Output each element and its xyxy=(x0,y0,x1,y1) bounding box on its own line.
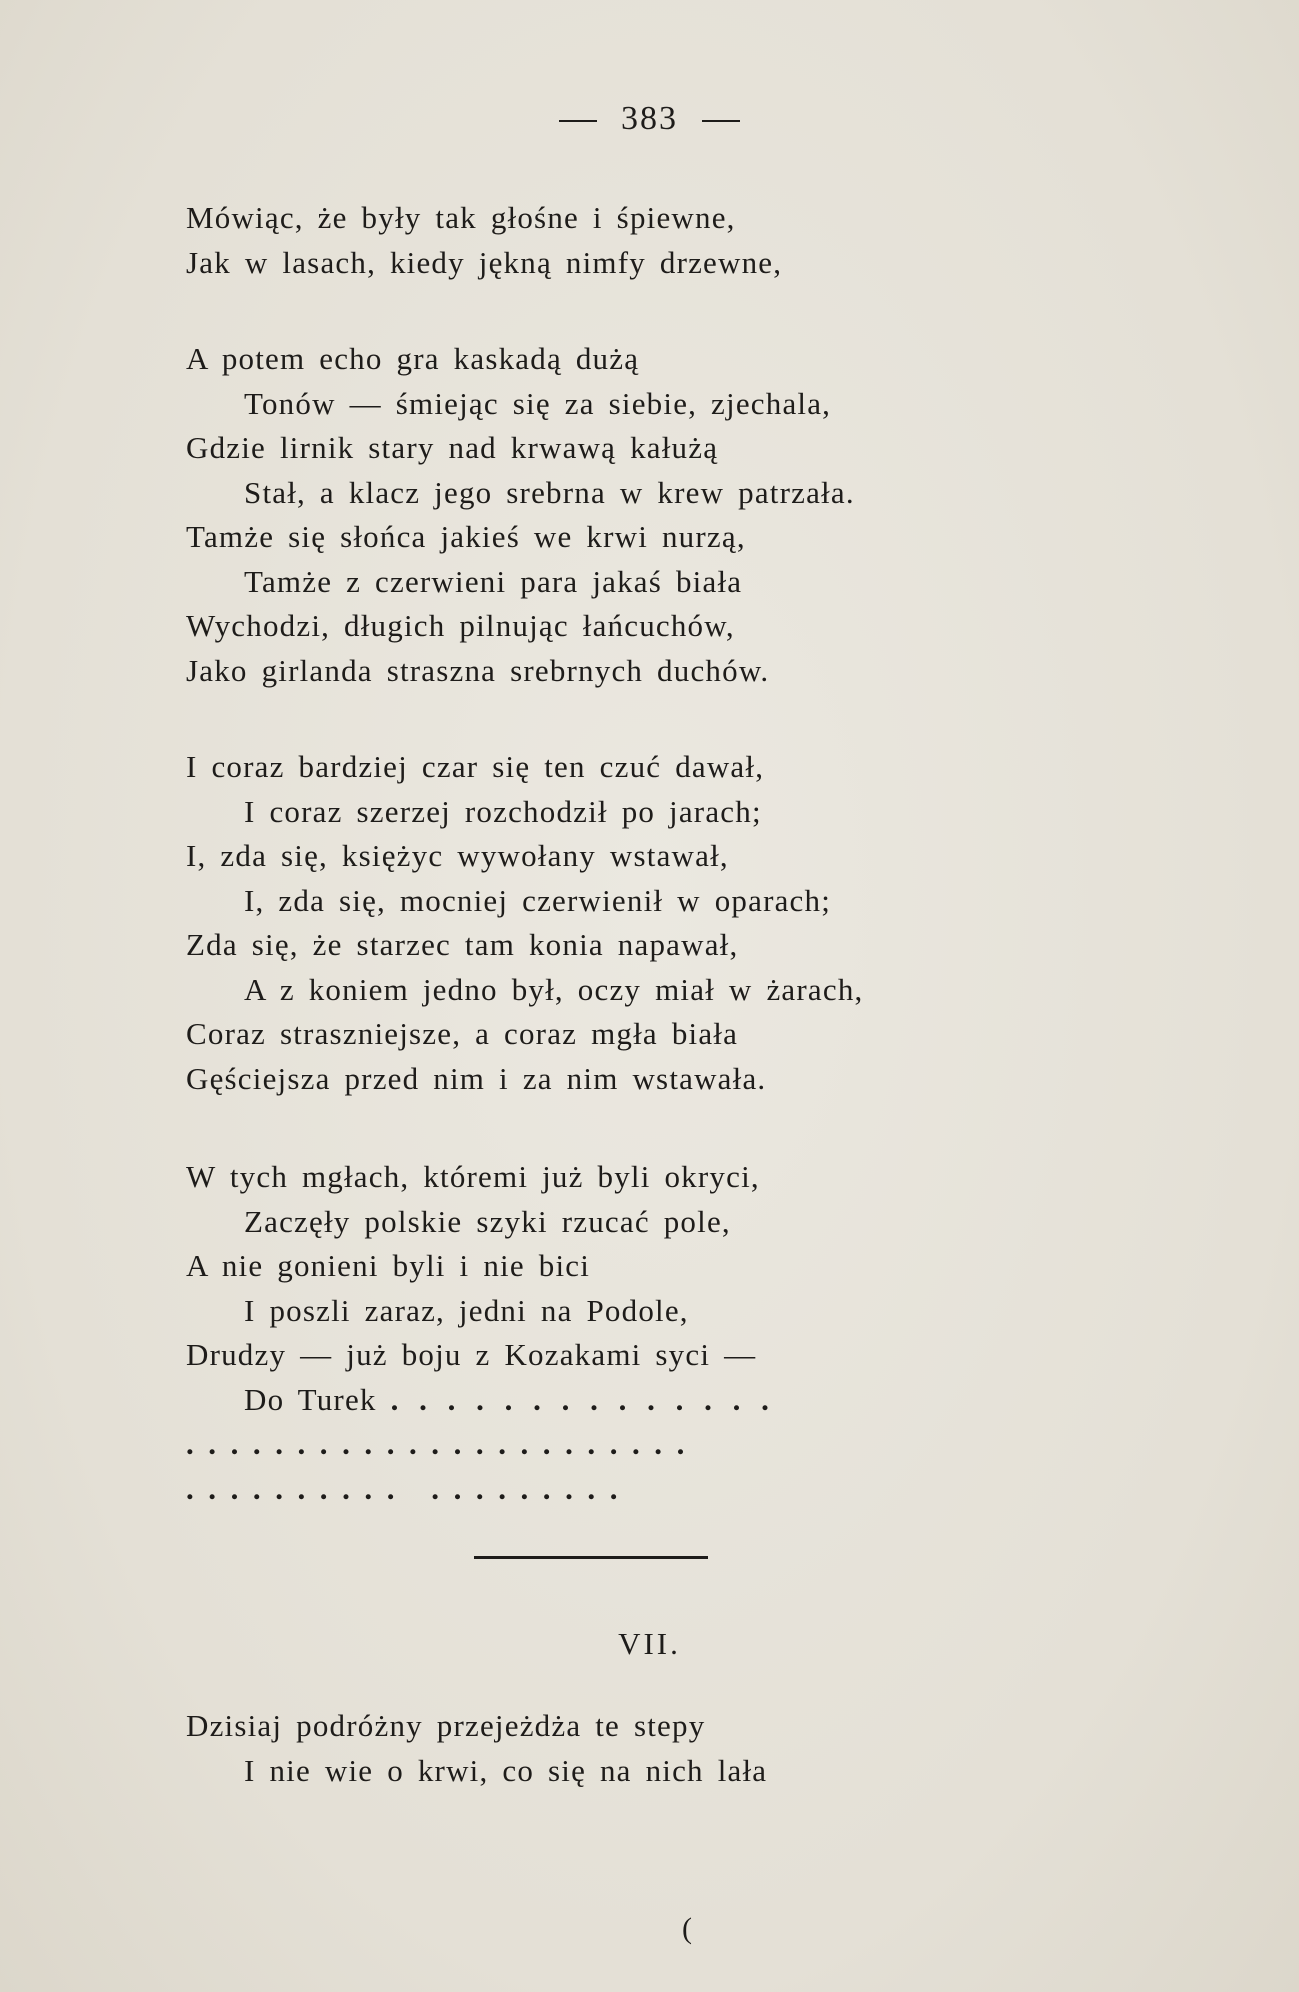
poem-line: Jak w lasach, kiedy jękną nimfy drzewne, xyxy=(186,244,783,280)
poem-line: Coraz straszniejsze, a coraz mgła biała xyxy=(186,1016,739,1051)
poem-line-indented: Zaczęły polskie szyki rzucać pole, xyxy=(244,1203,731,1239)
ellipsis-dots: . . . . . . . . . . . . . . xyxy=(390,1381,773,1417)
poem-line: A nie gonieni byli i nie bici xyxy=(186,1248,591,1283)
poem-line-indented: I poszli zaraz, jedni na Podole, xyxy=(244,1292,689,1328)
poem-line: W tych mgłach, któremi już byli okryci, xyxy=(186,1159,760,1194)
poem-line: Drudzy — już boju z Kozakami syci — xyxy=(186,1337,757,1372)
ellipsis-line: . . . . . . . . . . . . . . . . . . . xyxy=(186,1470,621,1506)
stanza-3 xyxy=(186,745,1186,1101)
stanza-1 xyxy=(186,196,1186,285)
poem-line-fragment: Do Turek xyxy=(244,1381,377,1417)
poem-line: Gdzie lirnik stary nad krwawą kałużą xyxy=(186,430,719,465)
poem-line-indented: I nie wie o krwi, co się na nich lała xyxy=(244,1752,768,1788)
page-number-dash-left xyxy=(559,120,597,122)
poem-line-indented: I, zda się, mocniej czerwienił w oparach; xyxy=(244,882,832,918)
stray-print-mark: ( xyxy=(682,1912,692,1945)
poem-line: I coraz bardziej czar się ten czuć dawał, xyxy=(186,749,765,784)
poem-line: Mówiąc, że były tak głośne i śpiewne, xyxy=(186,200,736,235)
poem-line: Gęściejsza przed nim i za nim wstawała. xyxy=(186,1060,767,1096)
ellipsis-line: . . . . . . . . . . . . . . . . . . . . . . . xyxy=(186,1426,688,1461)
poem-line: Jako girlanda straszna srebrnych duchów. xyxy=(186,652,770,688)
poem-line: Zda się, że starzec tam konia napawał, xyxy=(186,927,739,962)
stanza-2 xyxy=(186,337,1186,693)
poem-line-indented: Tonów — śmiejąc się za siebie, zjechala, xyxy=(244,385,832,421)
stanza-4 xyxy=(186,1155,1186,1511)
poem-line: Dzisiaj podróżny przejeżdża te stepy xyxy=(186,1708,706,1743)
poem-line: Tamże się słońca jakieś we krwi nurzą, xyxy=(186,519,746,554)
page-number: 383 xyxy=(621,100,678,137)
page-number-dash-right xyxy=(702,120,740,122)
poem-line: Wychodzi, długich pilnując łańcuchów, xyxy=(186,608,735,643)
poem-line-indented: A z koniem jedno był, oczy miał w żarach, xyxy=(244,971,864,1007)
poem-line: I, zda się, księżyc wywołany wstawał, xyxy=(186,838,729,873)
section-heading: VII. xyxy=(618,1626,681,1661)
stanza-5 xyxy=(186,1704,1186,1793)
section-divider xyxy=(474,1556,708,1559)
poem-line-indented: Stał, a klacz jego srebrna w krew patrzała. xyxy=(244,474,855,510)
poem-line-indented: I coraz szerzej rozchodził po jarach; xyxy=(244,793,762,829)
poem-line-indented: Tamże z czerwieni para jakaś biała xyxy=(244,563,743,599)
poem-line-indented xyxy=(186,1378,1186,1423)
page-number-header xyxy=(0,100,1299,138)
poem-line: A potem echo gra kaskadą dużą xyxy=(186,341,640,376)
